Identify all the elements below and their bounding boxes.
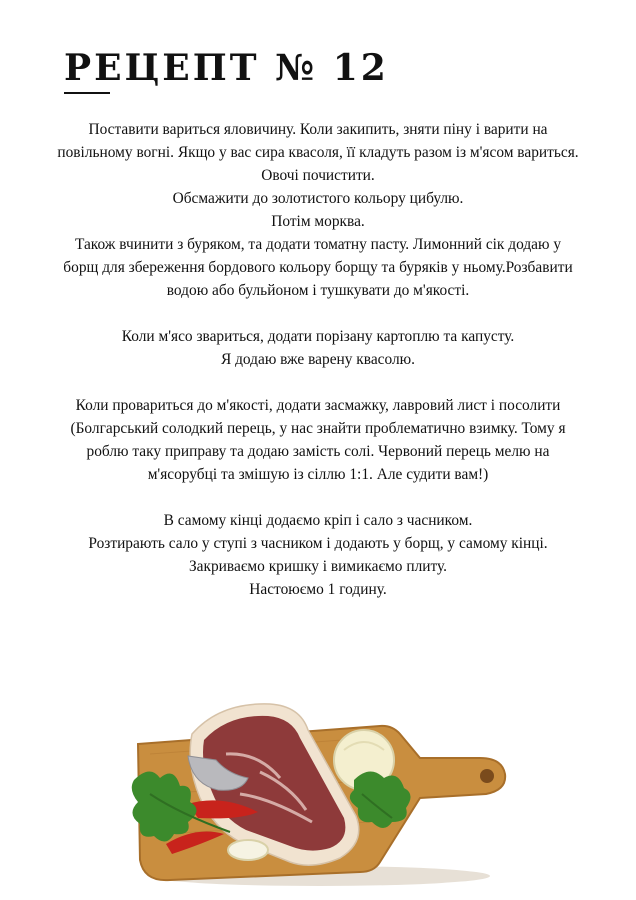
recipe-line: Потім морква.: [271, 213, 365, 230]
paragraph-gap: [56, 302, 580, 325]
recipe-line: Закриваємо кришку і вимикаємо плиту.: [188, 558, 448, 575]
recipe-line: Також вчинити з буряком, та додати томатну пасту. Лимонний сік додаю у борщ для збереження бордового кольору борщу та буряків у ньому.Розбавити водою або бульйоном і тушкувати до м'якості.: [63, 236, 573, 299]
recipe-title: РЕЦЕПТ № 12: [64, 47, 389, 89]
recipe-line: Поставити вариться яловичину. Коли закипить, зняти піну і варити на повільному вогні. Якщо у вас сира квасоля, її кладуть разом із м'ясом вариться.: [57, 121, 579, 161]
recipe-body: [56, 118, 580, 601]
paragraph-gap: [56, 486, 580, 509]
recipe-line: Коли провариться до м'якості, додати засмажку, лавровий лист і посолити (Болгарський солодкий перець, у нас знайти проблематично взимку. Тому я роблю таку приправу та додаю замість солі. Червоний перець мелю на м'ясорубці та змішую із сіллю 1:1. Але судити вам!): [70, 397, 566, 483]
recipe-line: Обсмажити до золотистого кольору цибулю.: [172, 190, 464, 207]
recipe-line: Коли м'ясо звариться, додати порізану картоплю та капусту.: [121, 328, 515, 345]
title-underline: [64, 92, 110, 94]
recipe-line: В самому кінці додаємо кріп і сало з часником.: [163, 512, 473, 529]
meat-on-board-illustration: [130, 694, 515, 890]
recipe-line: Овочі почистити.: [261, 167, 375, 184]
recipe-line: Розтирають сало у ступі з часником і додають у борщ, у самому кінці.: [88, 535, 548, 552]
paragraph-gap: [56, 371, 580, 394]
recipe-line: Настоюємо 1 годину.: [249, 581, 387, 598]
recipe-line: Я додаю вже варену квасолю.: [220, 351, 416, 368]
